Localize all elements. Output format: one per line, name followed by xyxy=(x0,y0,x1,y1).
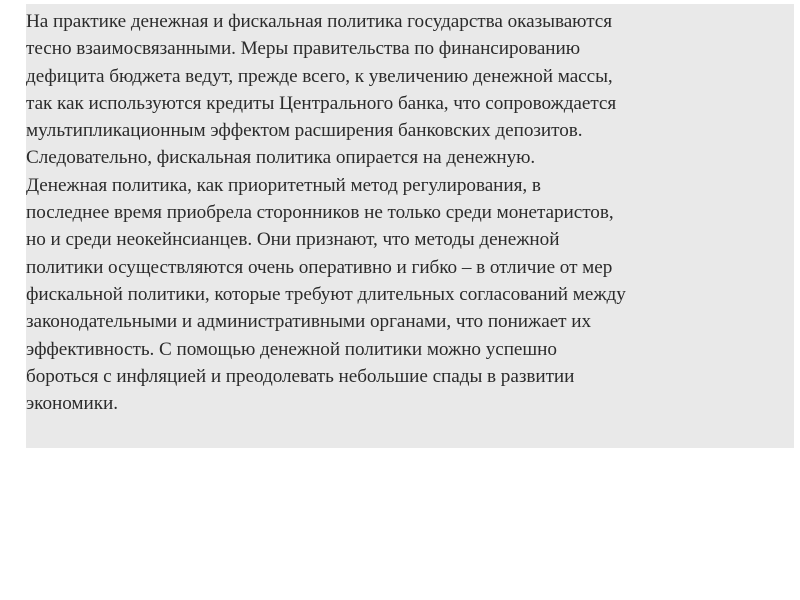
text-line-4: так как используются кредиты Центрального банка, что сопровождается xyxy=(26,92,617,114)
paragraph-text-box xyxy=(26,4,794,448)
text-line-11: фискальной политики, которые требуют длительных согласований между xyxy=(26,283,626,305)
text-line-12: законодательными и административными органами, что понижает их xyxy=(26,311,592,333)
text-line-9: но и среди неокейнсианцев. Они признают, что методы денежной xyxy=(26,229,560,251)
text-line-1: На практике денежная и фискальная политика государства оказываются xyxy=(26,11,613,32)
text-line-8: последнее время приобрела сторонников не только среди монетаристов, xyxy=(26,202,614,224)
text-line-15: экономики. xyxy=(26,393,118,415)
text-line-3: дефицита бюджета ведут, прежде всего, к увеличению денежной массы, xyxy=(26,65,613,87)
text-line-2: тесно взаимосвязанными. Меры правительства по финансированию xyxy=(26,38,581,60)
text-line-14: бороться с инфляцией и преодолевать небольшие спады в развитии xyxy=(26,365,575,387)
text-line-10: политики осуществляются очень оперативно и гибко – в отличие от мер xyxy=(26,256,613,278)
text-line-7: Денежная политика, как приоритетный метод регулирования, в xyxy=(26,174,541,196)
text-line-13: эффективность. С помощью денежной политики можно успешно xyxy=(26,338,557,360)
text-line-6: Следовательно, фискальная политика опирается на денежную. xyxy=(26,147,536,169)
text-line-5: мультипликационным эффектом расширения банковских депозитов. xyxy=(26,120,583,142)
